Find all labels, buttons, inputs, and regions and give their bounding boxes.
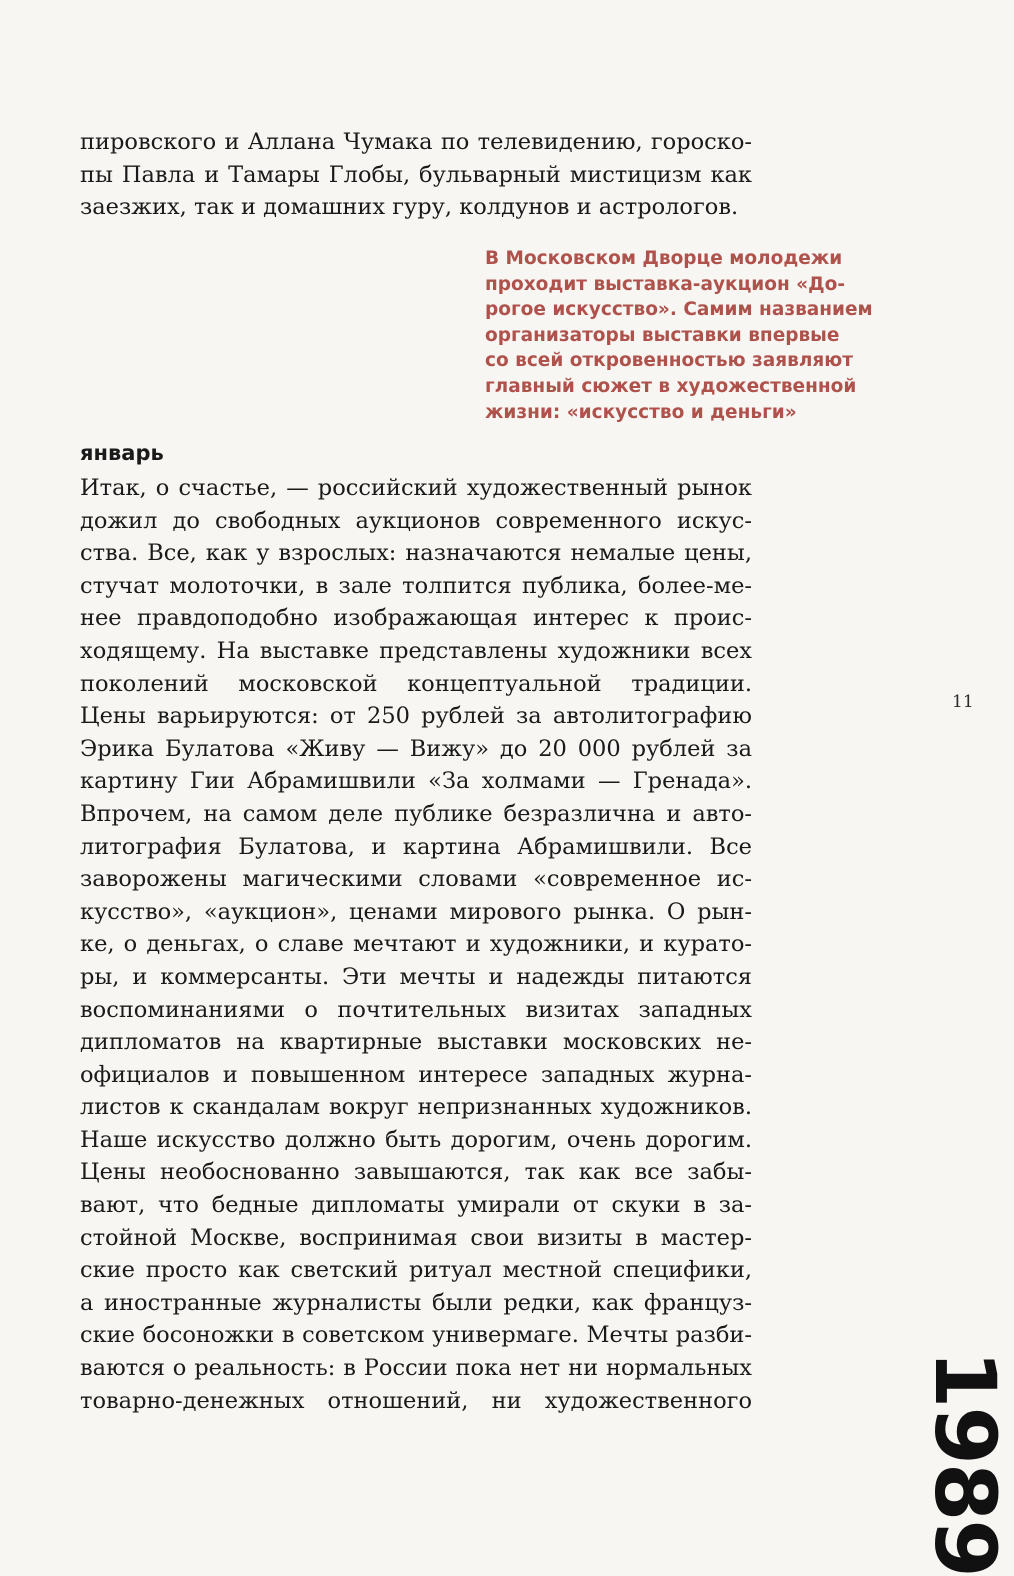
text-line: официалов и повышенном интересе западных журна- [80,1061,752,1088]
text-line: ские босоножки в советском универмаге. Мечты разби- [80,1322,752,1349]
sidebar-line: организаторы выставки впервые [485,324,840,346]
text-line: кусство», «аукцион», ценами мирового рынка. О рын- [80,898,752,925]
sidebar-line: В Московском Дворце молодежи [485,248,843,269]
year-marker: 1989 [916,1350,1014,1576]
text-line: поколений московской концептуальной традиции. [80,670,752,697]
text-line: картину Гии Абрамишвили «За холмами — Гренада». [80,768,752,795]
sidebar-line: жизни: «искусство и деньги» [485,401,797,423]
sidebar-note [485,246,905,425]
page-number: 11 [952,692,974,712]
text-line: листов к скандалам вокруг непризнанных художников. [80,1094,752,1121]
text-line: воспоминаниями о почтительных визитах западных [80,996,752,1023]
text-line: пировского и Аллана Чумака по телевидению, гороско- [80,129,752,155]
text-line: литография Булатова, и картина Абрамишвили. Все [80,833,752,860]
text-line: ходящему. На выставке представлены художники всех [80,637,752,664]
text-line: заворожены магическими словами «современное ис- [80,866,752,893]
text-line: дожил до свободных аукционов современного искус- [80,507,752,534]
text-line: ваются о реальность: в России пока нет ни нормальных [80,1355,752,1382]
sidebar-line: со всей откровенностью заявляют [485,350,853,372]
text-line: Цены варьируются: от 250 рублей за автолитографию [80,703,752,730]
text-line: а иностранные журналисты были редки, как француз- [80,1289,752,1316]
text-line: Эрика Булатова «Живу — Вижу» до 20 000 рублей за [80,735,752,762]
intro-paragraph [80,126,752,224]
text-line: Впрочем, на самом деле публике безразлична и авто- [80,800,752,827]
text-line: ке, о деньгах, о славе мечтают и художники, и курато- [80,931,752,958]
sidebar-line: рогое искусство». Самим названием [485,299,873,321]
text-line: стучат молоточки, в зале толпится публика, более-ме- [80,572,752,599]
text-line: Наше искусство должно быть дорогим, очень дорогим. [80,1126,752,1153]
text-line: заезжих, так и домашних гуру, колдунов и астрологов. [80,194,739,221]
text-line: стойной Москве, воспринимая свои визиты в мастер- [80,1224,752,1251]
text-line: ры, и коммерсанты. Эти мечты и надежды питаются [80,963,752,990]
text-line: Цены необоснованно завышаются, так как все забы- [80,1159,752,1186]
main-paragraph [80,472,752,1417]
month-heading: январь [80,441,164,465]
text-line: Итак, о счастье, — российский художественный рынок [80,475,752,501]
text-line: товарно-денежных отношений, ни художественного [80,1387,752,1414]
text-line: вают, что бедные дипломаты умирали от скуки в за- [80,1192,752,1219]
text-line: ства. Все, как у взрослых: назначаются немалые цены, [80,540,752,567]
text-line: пы Павла и Тамары Глобы, бульварный мистицизм как [80,161,752,188]
text-line: ские просто как светский ритуал местной специфики, [80,1257,752,1284]
text-line: нее правдоподобно изображающая интерес к проис- [80,605,752,632]
text-line: дипломатов на квартирные выставки московских не- [80,1029,752,1056]
sidebar-line: проходит выставка-аукцион «До- [485,273,846,295]
sidebar-line: главный сюжет в художественной [485,375,857,397]
